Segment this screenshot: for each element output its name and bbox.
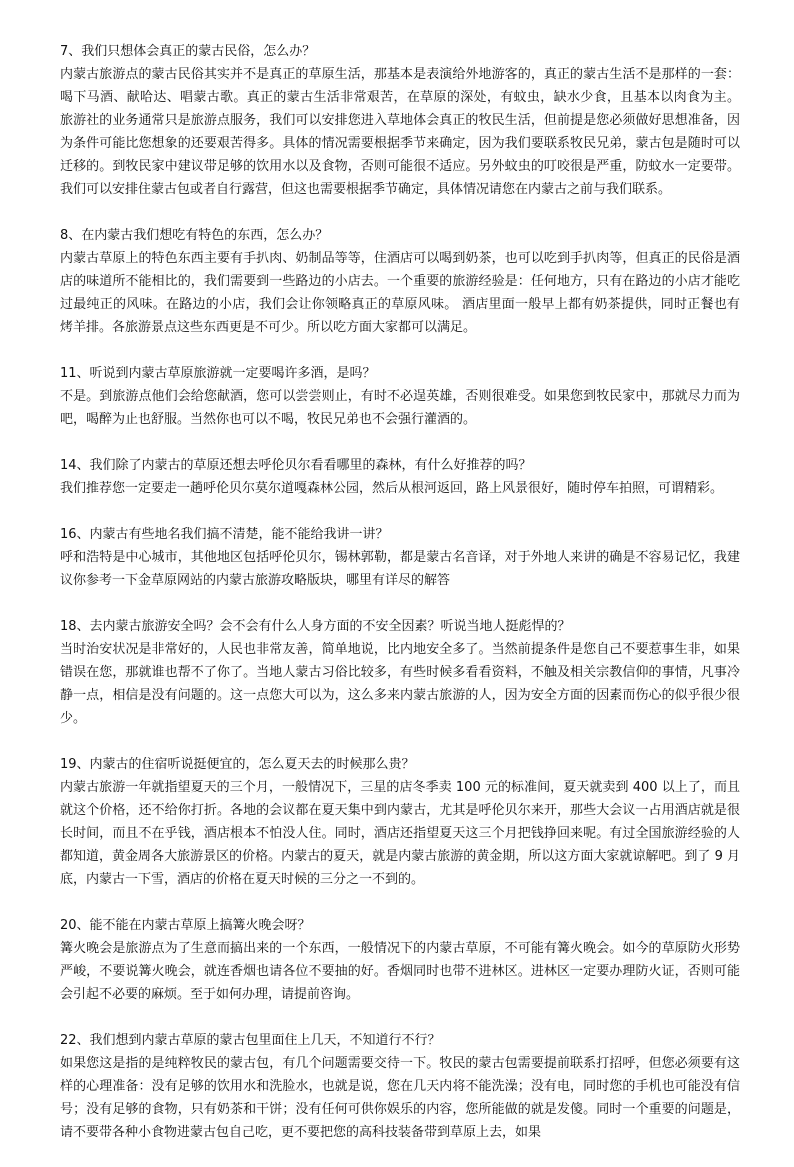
answer-19: 内蒙古旅游一年就指望夏天的三个月，一般情况下，三星的店冬季卖 100 元的标准间，夏天就卖到 400 以上了，而且就这个价格，还不给你打折。各地的会议都在夏天集中到内蒙古，尤其是呼伦贝尔来开，那些大会议一占用酒店就是很长时间，而且不在乎钱，酒店根本不怕没人住。同时，酒店还指望夏天这三个月把钱挣回来呢。有过全国旅游经验的人都知道，黄金周各大旅游景区的价格。内蒙古的夏天，就是内蒙古旅游的黄金期，所以这方面大家就谅解吧。到了 9 月底，内蒙古一下雪，酒店的价格在夏天时候的三分之一不到的。: [60, 780, 740, 887]
qa-item-18: [60, 615, 740, 730]
answer-18: 当时治安状况是非常好的，人民也非常友善，简单地说，比内地安全多了。当然前提条件是您自己不要惹事生非，如果错误在您，那就谁也帮不了你了。当地人蒙古习俗比较多，有些时候多看看资料，不触及相关宗教信仰的事情，凡事冷静一点，相信是没有问题的。这一点您大可以为，这么多来内蒙古旅游的人，因为安全方面的因素而伤心的似乎很少很少。: [60, 642, 740, 726]
qa-item-22: [60, 1029, 740, 1144]
question-18: 18、去内蒙古旅游安全吗？会不会有什么人身方面的不安全因素？听说当地人挺彪悍的？: [60, 619, 571, 634]
question-19: 19、内蒙古的住宿听说挺便宜的，怎么夏天去的时候那么贵？: [60, 757, 415, 772]
qa-item-16: [60, 523, 740, 592]
question-16: 16、内蒙古有些地名我们搞不清楚，能不能给我讲一讲？: [60, 527, 389, 542]
document-page: [60, 40, 740, 1167]
question-14: 14、我们除了内蒙古的草原还想去呼伦贝尔看看哪里的森林，有什么好推荐的吗？: [60, 458, 532, 473]
question-11: 11、听说到内蒙古草原旅游就一定要喝许多酒，是吗？: [60, 366, 376, 381]
qa-item-14: [60, 454, 740, 500]
qa-item-19: [60, 753, 740, 891]
qa-item-20: [60, 914, 740, 1006]
qa-item-8: [60, 224, 740, 339]
answer-8: 内蒙古草原上的特色东西主要有手扒肉、奶制品等等，住酒店可以喝到奶茶，也可以吃到手扒肉等，但真正的民俗是酒店的味道所不能相比的，我们需要到一些路边的小店去。一个重要的旅游经验是：任何地方，只有在路边的小店才能吃过最纯正的风味。在路边的小店，我们会让你领略真正的草原风味。 酒店里面一般早上都有奶茶提供，同时正餐也有烤羊排。各旅游景点这些东西更是不可少。所以吃方面大家都可以满足。: [60, 251, 740, 335]
answer-11: 不是。到旅游点他们会给您献酒，您可以尝尝则止，有时不必逞英雄，否则很难受。如果您到牧民家中，那就尽力而为吧，喝醉为止也舒服。当然你也可以不喝，牧民兄弟也不会强行灌酒的。: [60, 389, 740, 427]
qa-item-7: [60, 40, 740, 201]
question-7: 7、我们只想体会真正的蒙古民俗，怎么办？: [60, 44, 316, 59]
question-20: 20、能不能在内蒙古草原上搞篝火晚会呀？: [60, 918, 311, 933]
question-8: 8、在内蒙古我们想吃有特色的东西，怎么办？: [60, 228, 329, 243]
qa-item-11: [60, 362, 740, 431]
answer-20: 篝火晚会是旅游点为了生意而搞出来的一个东西，一般情况下的内蒙古草原，不可能有篝火晚会。如今的草原防火形势严峻，不要说篝火晚会，就连香烟也请各位不要抽的好。香烟同时也带不进林区。进林区一定要办理防火证，否则可能会引起不必要的麻烦。至于如何办理，请提前咨询。: [60, 941, 740, 1002]
answer-16: 呼和浩特是中心城市，其他地区包括呼伦贝尔，锡林郭勒，都是蒙古名音译，对于外地人来讲的确是不容易记忆，我建议你参考一下金草原网站的内蒙古旅游攻略版块，哪里有详尽的解答: [60, 550, 740, 588]
answer-7: 内蒙古旅游点的蒙古民俗其实并不是真正的草原生活，那基本是表演给外地游客的，真正的蒙古生活不是那样的一套：喝下马酒、献哈达、唱蒙古歌。真正的蒙古生活非常艰苦，在草原的深处，有蚊虫，缺水少食，且基本以肉食为主。 旅游社的业务通常只是旅游点服务，我们可以安排您进入草地体会真正的牧民生活，但前提是您必须做好思想准备，因为条件可能比您想象的还要艰苦得多。具体的情况需要根据季节来确定，因为我们要联系牧民兄弟，蒙古包是随时可以迁移的。到牧民家中建议带足够的饮用水以及食物，否则可能很不适应。另外蚊虫的叮咬很是严重，防蚊水一定要带。 我们可以安排住蒙古包或者自行露营，但这也需要根据季节确定，具体情况请您在内蒙古之前与我们联系。: [60, 67, 740, 197]
answer-22: 如果您这是指的是纯粹牧民的蒙古包，有几个问题需要交待一下。牧民的蒙古包需要提前联系打招呼，但您必须要有这样的心理准备：没有足够的饮用水和洗脸水，也就是说，您在几天内将不能洗澡；没有电，同时您的手机也可能没有信号；没有足够的食物，只有奶茶和干饼；没有任何可供你娱乐的内容，您所能做的就是发傻。同时一个重要的问题是，请不要带各种小食物进蒙古包自己吃，更不要把您的高科技装备带到草原上去，如果: [60, 1056, 740, 1140]
question-22: 22、我们想到内蒙古草原的蒙古包里面住上几天，不知道行不行？: [60, 1033, 441, 1048]
answer-14: 我们推荐您一定要走一趟呼伦贝尔莫尔道嘎森林公园，然后从根河返回，路上风景很好，随时停车拍照，可谓精彩。: [60, 481, 724, 496]
